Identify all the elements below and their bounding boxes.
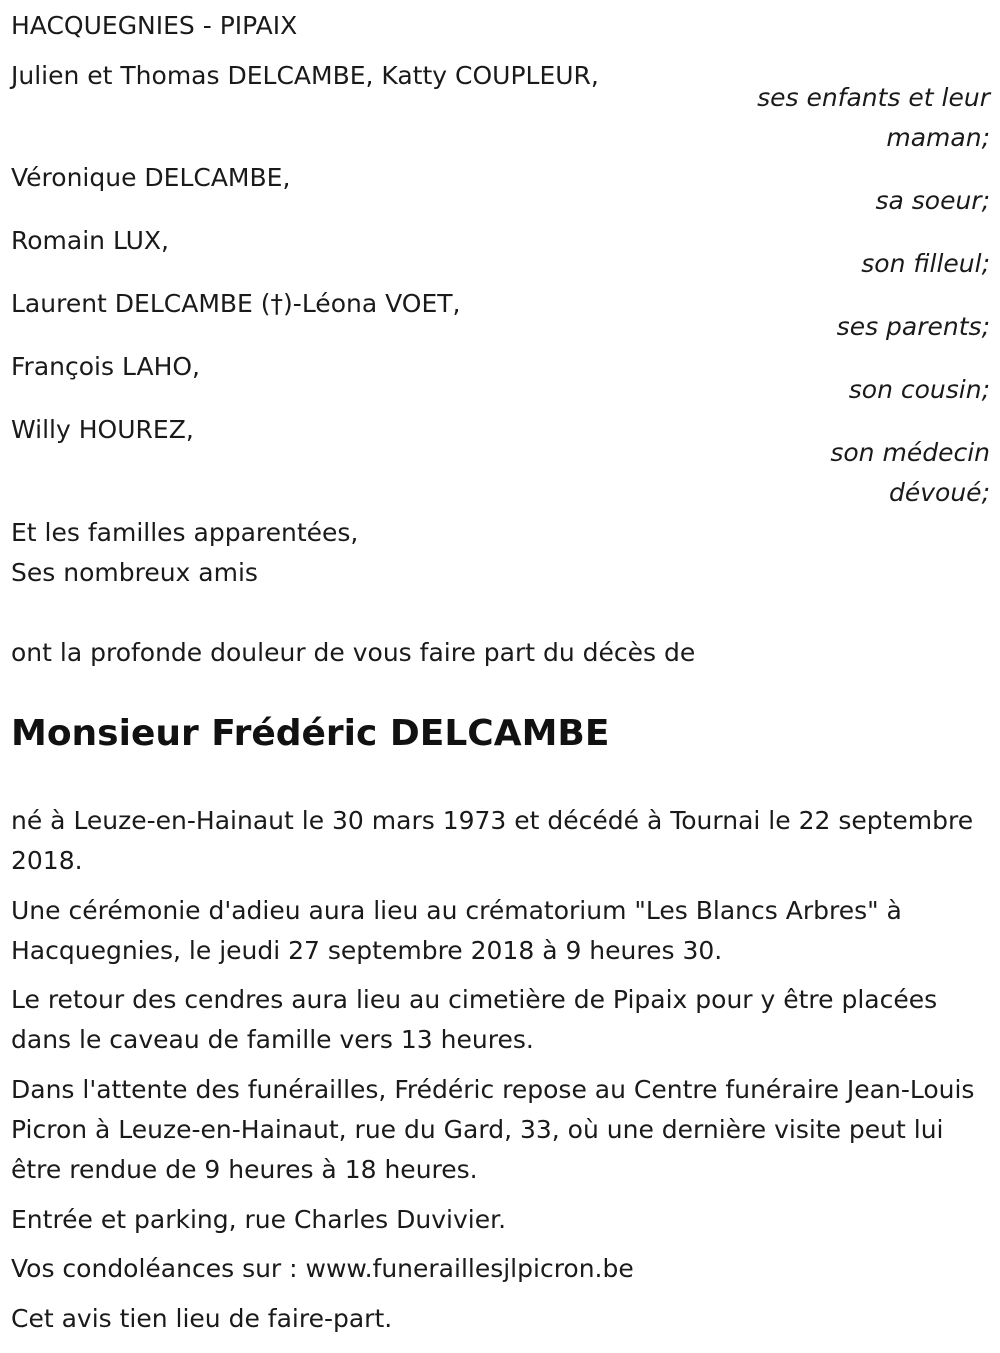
related-families: Et les familles apparentées,	[11, 518, 359, 547]
condolences-paragraph: Vos condoléances sur : www.funeraillesjlpicron.be	[11, 1254, 634, 1283]
parents-name-part1: Laurent DELCAMBE (	[11, 289, 271, 318]
family-name-godson: Romain LUX,	[11, 226, 170, 255]
family-name-sister: Véronique DELCAMBE,	[11, 163, 291, 192]
ashes-paragraph: Le retour des cendres aura lieu au cimetière de Pipaix pour y être placées dans le caveau de famille vers 13 heures.	[11, 985, 938, 1054]
cross-icon: †	[270, 289, 284, 318]
family-role-godson: son filleul;	[861, 249, 990, 278]
friends: Ses nombreux amis	[11, 558, 258, 587]
parking-paragraph: Entrée et parking, rue Charles Duvivier.	[11, 1205, 507, 1234]
family-name-children: Julien et Thomas DELCAMBE, Katty COUPLEUR,	[11, 61, 599, 90]
ceremony-paragraph: Une cérémonie d'adieu aura lieu au crématorium "Les Blancs Arbres" à Hacquegnies, le jeudi 27 septembre 2018 à 9 heures 30.	[11, 896, 902, 965]
deceased-name: Monsieur Frédéric DELCAMBE	[11, 713, 610, 754]
visit-paragraph: Dans l'attente des funérailles, Frédéric repose au Centre funéraire Jean-Louis Picron à Leuze-en-Hainaut, rue du Gard, 33, où une dernière visite peut lui être rendue de 9 heures à 18 heures.	[11, 1075, 975, 1184]
family-name-doctor: Willy HOUREZ,	[11, 415, 194, 444]
family-name-cousin: François LAHO,	[11, 352, 200, 381]
family-name-parents	[11, 284, 460, 324]
family-role-cousin: son cousin;	[848, 375, 990, 404]
family-role-sister: sa soeur;	[875, 186, 990, 215]
family-role-doctor: son médecin dévoué;	[830, 438, 990, 507]
parents-name-part2: )-Léona VOET,	[283, 289, 461, 318]
location-header: HACQUEGNIES - PIPAIX	[11, 11, 298, 40]
birth-death-paragraph: né à Leuze-en-Hainaut le 30 mars 1973 et décédé à Tournai le 22 septembre 2018.	[11, 806, 974, 875]
announcement: ont la profonde douleur de vous faire part du décès de	[11, 638, 696, 667]
family-role-parents: ses parents;	[836, 312, 990, 341]
family-role-children: ses enfants et leur maman;	[757, 83, 990, 152]
notice-paragraph: Cet avis tien lieu de faire-part.	[11, 1304, 393, 1333]
